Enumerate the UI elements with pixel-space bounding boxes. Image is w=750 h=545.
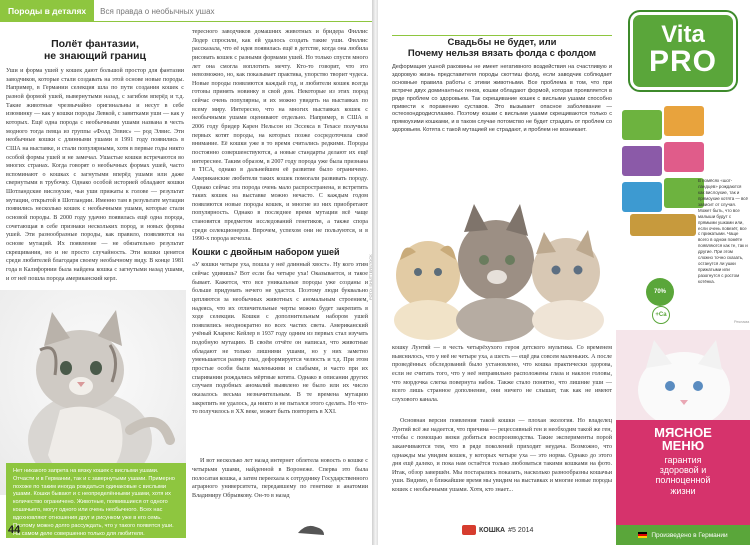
ad-label: Реклама [734,320,750,324]
magazine-logo-icon [462,525,476,535]
left-col2 [192,28,368,532]
right-article [392,344,612,509]
title-line1: Полёт фантазии, [51,38,139,50]
photo-credit: FOTO: SHUTTERSTOCK [368,254,373,300]
title-line2: не знающий границ [43,50,147,63]
article-col1: Уши и форма ушей у кошек дают большой простор для фантазии заводчиков, которые стали создавать на этой основе новые породы. Например, в Германии селекция шла по пути создания кошек с разной формой ушей, вывернутыми назад, с загибом вперёд и т.д. Такие животные чрезвычайно оригинальны и несут в себе изюминку — как у кошки породы Левкой, с завитками уши — как у которых. Ещё одна порода с необычными ушами названа в честь модного тогда певца из группы «Фолд Элвис» — род Элвис. Эти необычные кошки с длинными ушами в 1991 году появились в США на выставке, и стали популярными, хотя в первые годы никто особой формы ушей и не замечал. Ушастые кошки встречаются во многих странах. Когда говорят о необычных формах ушей, часто вспоминают о кошках с загнутыми вперёд ушами или даже свернутыми в трубочку. Однако особой историей обладают кошки Шотландские вислоухие, чьи уши прижаты к голове — результат мутации, открытой в Шотландии. Именно там в результате мутации появились несколько кошек с необычными ушами, которые стали основой породы. В 2000 году удачно появилась ещё одна порода, сочетающая в себе признаки нескольких пород, и новых формы ушей. Эти разнообразные породы, как правило, появляются на основе мутаций. Их появление — не обязательно результат скрещивания, но и не просто случайность. Эти кошки ценятся среди любителей благодаря своему необычному виду. В конце 1981 года в Калифорнии была найдена кошка с загнутыми назад ушами, и от неё пошла порода американский керл. [6,68,184,282]
right-title-block [392,38,612,170]
intro-text: Деформация ушной раковины не имеет негативного воздействия на счастливую и здоровую жизнь представителя породы скоттиш фолд, если заводчик соблюдает основные правила работы с этими животными. Все проблема в том, что при встрече двух доминантных генов, кошки обладают формой, которая проявляется в ряде проблем со здоровьем. Так скрещивание кошек с вислыми ушами способно привести к поражению суставов. Это вызывает опасное заболевание — остеохондродисплазию. Поэтому кошки с вислыми ушами скрещиваются только с прямоухими кошками, и в таком случае потомство не будет страдать от проблем со здоровьем. Котята с такой мутацией не страдают, и проблем не возникает. [392,63,612,134]
right-page [368,0,750,545]
page-number: 44 [8,524,21,536]
footer-brand: КОШКА [479,526,506,534]
right-col1b: Основная версия появления такой кошки — плохая экология. Но владелец Лунтяй всё же надеется, что причина — рецессивный ген и необходим такой же ген, чтобы с помощью вязки добиться воспроизводства. Такие эксперименты порой заканчиваются тем, что в ряде поколений приходит неудача. Возможно, что однажды мы увидим кошек, у которых четыре уха — это норма. Однако до этого дня ещё далеко, и пока нам остаётся только любоваться такими кошками на фото. Итак, обзор завершён. Мы постарались показать, насколько разнообразны кошачьи уши. Видимо, в ближайшие время мы увидим на выставках и многие новые породы кошек с необычными ушами. Хотя, кто знает... [392,418,612,494]
article-col2b: «У кошки четыре уха, пошла у неё длинный хвост». Ну кого этим сейчас удивишь? Вот если бы четыре уха! Оказывается, и такое бывает. Кажется, что все уникальные породы уже созданы и больше придумать нечего не удастся. Поэтому люди буквально цепляются за необычных животных с аномальным строением, надеясь, что их отличительные черты можно будет закрепить в ходе селекции. Кошки с дополнительным набором ушей появлялись неоднократно во всех частях света. Американский учёный Кларенс Кейлер в 1937 году одним из первых стал изучать подобную мутацию. В своём отчёте он написал, что животные обладают не только лишними ушами, но у них заметно уменьшается размер глаз, деформируется челюсть и т.д. При этом простые особи были маленькими и слабыми, и часто при их спаривании рождались мёртвые котята. Однако в описании других случаев подобных аномалий выявлено не было или их число оказалось весьма незначительным. В те времена мутацию закрепить не удалось, да никто и не пытался этого сделать. Но что-то получилось в XX веке, может быть повторить в XXI. [192,262,368,416]
right-title-line1: Свадьбы не будет, или [447,37,557,48]
title-rule [392,35,612,36]
section-label: Породы в деталях [0,0,94,22]
badge-percent: 70% [646,278,674,306]
badge-ca: +Ca [652,306,670,324]
made-in-bar [616,525,750,545]
caption-box: Нет никакого запрета на вязку кошек с вислыми ушами. Отчасти и в Германии, так и с завернутыми ушами. Примерно похоже по таким иногда рождаться одинаковые с вислыми ушами. Кошки бывают и с неопределёнными ушами, хотя их количество ограничено. Животные, появившиеся от одного кошачьего, могут одного или очень необычного. Всех нас вдохновляют отношения друг и рисунком уже в его семь. Поэтому можно долго рассуждать, что у такого появятся уши. На самом деле совершенно только для любителя. [6,463,186,538]
product-cans [620,100,706,240]
ad-side-text: В помёсях «шот-ландцев» рождаются как вислоухие, так и прямоухие котята — всё зависит от случая. Может быть, что все малыши будут с прямыми ушками или, если очень повезёт, все с прижатыми. Чаще всего в одном помёте появляются как те, так и другие. При этом сложно точно сказать, останутся ли ушки прижатыми или разогнутся с ростом котёнка. [698,178,748,284]
kittens-photo-right [378,180,616,340]
right-col1: кошку Лунтяй — в честь четырёхухого героя детского мультика. Со временем выяснилось, что у неё не четыре уха, а шесть — ещё два совсем маленьких. А после проведённых обследований было установлено, что кошка практически здорова, если не считать того, что у неё неправильно расположены глаза и наклон головы, что мордочка слегка повернута набок. Также стало понятно, что лишние уши — всего лишь странное дополнение, они ничего не слышат, так как не имеют слухового канала. [392,345,612,403]
section-subtitle: Вся правда о необычных ушах [100,6,215,16]
left-page [0,0,372,545]
footer [462,525,533,535]
german-flag-icon [638,532,647,538]
vitapro-logo: Vita PRO [630,12,736,90]
slogan-block: МЯСНОЕ МЕНЮ гарантия здоровой и полноценной жизни [616,420,750,525]
left-col1 [6,38,184,300]
paw-ornament-icon [296,521,326,537]
vitapro-ad [616,0,750,545]
footer-issue: #5 2014 [508,526,534,534]
right-title-line2: Почему нельзя вязать фолда с фолдом [407,47,597,59]
article-col2: тересного заводчиков домашних животных и бридера Филлис Лодер спросили, как ей удалось создать такие уши. Филлис рассказала, что её идея появилась ещё в детстве, когда она любила рисовать кошек с разными формами ушей. Но только спустя много лет она смогла воплотить мечту. Кто-то говорит, что это невозможно, но, как показывает практика, упорство творит чудеса. Новые породы появляются каждый год, и любители кошек всегда готовы принять новинку в свой дом. Некоторые из этих пород сейчас очень популярны, и их можно увидеть на выставках по всему миру. Интересно, что на многих выставках кошек с необычными ушами оценивают отдельно. Например, в США в 2006 году бридер Карен Нельсон из Эссекса в Техасе получила первых котят породы, на которых позже сосредоточила своё внимание. Её кошки уже в то время считались редкими. Породы постоянно совершенствуются, а новые стандарты делают их ещё интереснее. Таким образом, в 2007 году порода уже была признана в TICA, однако в дальнейшем её развитие было ограничено. Американские любители таких кошек помогали развивать породу. Однако сейчас эта порода очень мало распространена, и встретить таких кошек на выставке можно нечасто. С каждым годом появляются новые породы кошек, и многие из них приобретают популярность. Однако в последнее время мутации всё чаще становятся предметом исследований генетиков, а также спора среди селекционеров. Впрочем, успехом они не пользуются, и в 1990-х порода исчезла. [192,29,368,243]
subtitle-four-ears: Кошки с двойным набором ушей [192,247,340,257]
white-cat-photo [616,330,750,425]
article-col2c: И вот несколько лет назад интернет облетела новость о кошке с четырьмя ушами, найденной в Воронеже. Сперва это была полосатая кошка, а затем переехала к сотруднику Государственного аграрного университета, передавшему по генетике и анатомии Владимиру Обрывкову. Он-то в назад [192,458,368,499]
made-in-text: Произведено в Германии [651,531,728,539]
section-header [0,0,372,22]
